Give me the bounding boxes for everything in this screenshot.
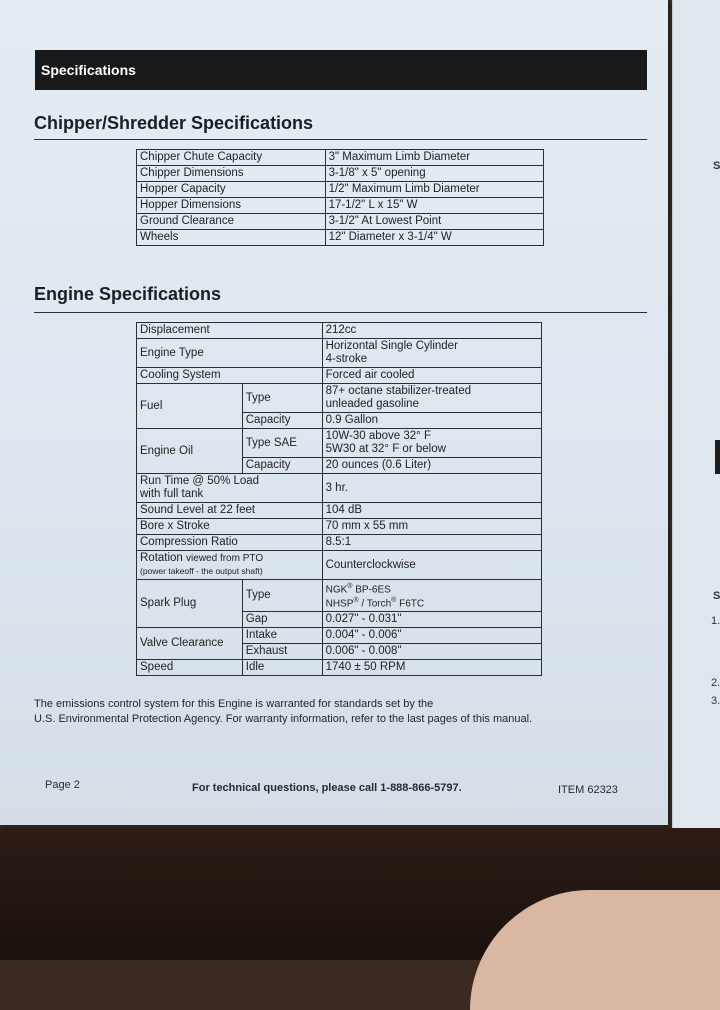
fuel-capacity-label: Capacity	[242, 413, 322, 429]
table-row	[137, 474, 542, 503]
footnote-line2: U.S. Environmental Protection Agency. For warranty information, refer to the last pages of this manual.	[34, 713, 533, 725]
table-row	[137, 384, 542, 413]
chipper-spec-value: 1/2" Maximum Limb Diameter	[325, 182, 543, 198]
speed-label: Speed	[137, 659, 243, 675]
chipper-spec-label: Hopper Dimensions	[137, 198, 326, 214]
bore-label: Bore x Stroke	[137, 519, 323, 535]
rotation-label	[137, 551, 323, 580]
sound-label: Sound Level at 22 feet	[137, 503, 323, 519]
oil-capacity-value: 20 ounces (0.6 Liter)	[322, 458, 541, 474]
sound-value: 104 dB	[322, 503, 541, 519]
next-page-edge	[672, 0, 720, 828]
table-row	[137, 150, 544, 166]
next-page-fragment: S	[713, 160, 720, 172]
fuel-capacity-value: 0.9 Gallon	[322, 413, 541, 429]
engine-type-line2: 4-stroke	[325, 353, 368, 365]
chipper-spec-value: 3" Maximum Limb Diameter	[325, 150, 543, 166]
runtime-label-line1: Run Time @ 50% Load	[140, 475, 260, 487]
chipper-spec-label: Chipper Chute Capacity	[137, 150, 326, 166]
spark-ngk: NGK	[325, 584, 348, 596]
spark-ngk-model: BP-6ES	[352, 584, 391, 596]
engine-title-rule	[34, 312, 647, 313]
oil-type-value	[322, 429, 541, 458]
spark-torch: / Torch	[358, 598, 392, 610]
engine-type-line1: Horizontal Single Cylinder	[325, 340, 458, 352]
valve-exhaust-value: 0.006" - 0.008"	[322, 643, 541, 659]
chipper-spec-value: 3-1/8" x 5" opening	[325, 166, 543, 182]
oil-type-label: Type SAE	[242, 429, 322, 458]
fuel-type-line1: 87+ octane stabilizer-treated	[325, 385, 472, 397]
spark-nhsp: NHSP	[325, 598, 354, 610]
chipper-spec-label: Hopper Capacity	[137, 182, 326, 198]
valve-intake-value: 0.004" - 0.006"	[322, 627, 541, 643]
spark-torch-model: F6TC	[396, 598, 425, 610]
valve-label: Valve Clearance	[137, 627, 243, 659]
next-page-fragment: 2.	[711, 677, 720, 689]
cooling-label: Cooling System	[137, 368, 323, 384]
compression-label: Compression Ratio	[137, 535, 323, 551]
rotation-label-main: Rotation	[140, 552, 183, 564]
oil-label: Engine Oil	[137, 429, 243, 474]
speed-idle-label: Idle	[242, 659, 322, 675]
displacement-value: 212cc	[322, 323, 541, 339]
chipper-spec-value: 12" Diameter x 3-1/4" W	[325, 230, 543, 246]
compression-value: 8.5:1	[322, 535, 541, 551]
table-row	[137, 182, 544, 198]
valve-intake-label: Intake	[242, 627, 322, 643]
chipper-spec-label: Ground Clearance	[137, 214, 326, 230]
runtime-label	[137, 474, 323, 503]
fuel-type-value	[322, 384, 541, 413]
table-row	[137, 339, 542, 368]
table-row	[137, 503, 542, 519]
chipper-spec-label: Wheels	[137, 230, 326, 246]
table-row	[137, 580, 542, 612]
spark-label: Spark Plug	[137, 580, 243, 628]
chipper-spec-value: 3-1/2" At Lowest Point	[325, 214, 543, 230]
chipper-title-rule	[34, 139, 647, 140]
runtime-value: 3 hr.	[322, 474, 541, 503]
header-title: Specifications	[41, 62, 136, 78]
next-page-fragment: 3.	[711, 695, 720, 707]
table-row	[137, 230, 544, 246]
table-row	[137, 659, 542, 675]
oil-type-line2: 5W30 at 32° F or below	[325, 443, 446, 455]
spark-gap-value: 0.027" - 0.031"	[322, 611, 541, 627]
rotation-note2: (power takeoff - the output shaft)	[140, 566, 263, 576]
chipper-spec-label: Chipper Dimensions	[137, 166, 326, 182]
next-page-fragment: 1.	[711, 615, 720, 627]
speed-idle-value: 1740 ± 50 RPM	[322, 659, 541, 675]
table-row	[137, 519, 542, 535]
fuel-label: Fuel	[137, 384, 243, 429]
table-row	[137, 323, 542, 339]
rotation-value: Counterclockwise	[322, 551, 541, 580]
table-row	[137, 214, 544, 230]
chipper-spec-table	[136, 149, 544, 246]
emissions-footnote	[34, 697, 574, 727]
item-number: ITEM 62323	[558, 784, 618, 796]
rotation-note1: viewed from PTO	[186, 553, 264, 564]
oil-type-line1: 10W-30 above 32° F	[325, 430, 431, 442]
table-row	[137, 627, 542, 643]
displacement-label: Displacement	[137, 323, 323, 339]
chipper-section-title: Chipper/Shredder Specifications	[34, 113, 314, 133]
spark-reg3: ®	[391, 597, 397, 605]
table-row	[137, 535, 542, 551]
table-row	[137, 551, 542, 580]
table-row	[137, 429, 542, 458]
spark-gap-label: Gap	[242, 611, 322, 627]
engine-type-value	[322, 339, 541, 368]
bore-value: 70 mm x 55 mm	[322, 519, 541, 535]
next-page-fragment: S	[713, 590, 720, 602]
page-number: Page 2	[45, 779, 80, 791]
chipper-spec-value: 17-1/2" L x 15" W	[325, 198, 543, 214]
next-page-dark-block	[715, 440, 720, 474]
fuel-type-line2: unleaded gasoline	[325, 398, 419, 410]
valve-exhaust-label: Exhaust	[242, 643, 322, 659]
spark-type-value	[322, 580, 541, 612]
spark-reg2: ®	[353, 597, 359, 605]
table-row	[137, 368, 542, 384]
runtime-label-line2: with full tank	[140, 488, 204, 500]
engine-spec-table	[136, 322, 542, 676]
footnote-line1: The emissions control system for this Engine is warranted for standards set by the	[34, 698, 434, 710]
spark-type-label: Type	[242, 580, 322, 612]
cooling-value: Forced air cooled	[322, 368, 541, 384]
engine-type-label: Engine Type	[137, 339, 323, 368]
fuel-type-label: Type	[242, 384, 322, 413]
spark-reg1: ®	[347, 583, 353, 590]
table-row	[137, 198, 544, 214]
table-row	[137, 166, 544, 182]
technical-questions-phone: For technical questions, please call 1-888-866-5797.	[192, 782, 462, 794]
engine-section-title: Engine Specifications	[34, 284, 222, 304]
specifications-header-bar	[35, 50, 647, 90]
oil-capacity-label: Capacity	[242, 458, 322, 474]
